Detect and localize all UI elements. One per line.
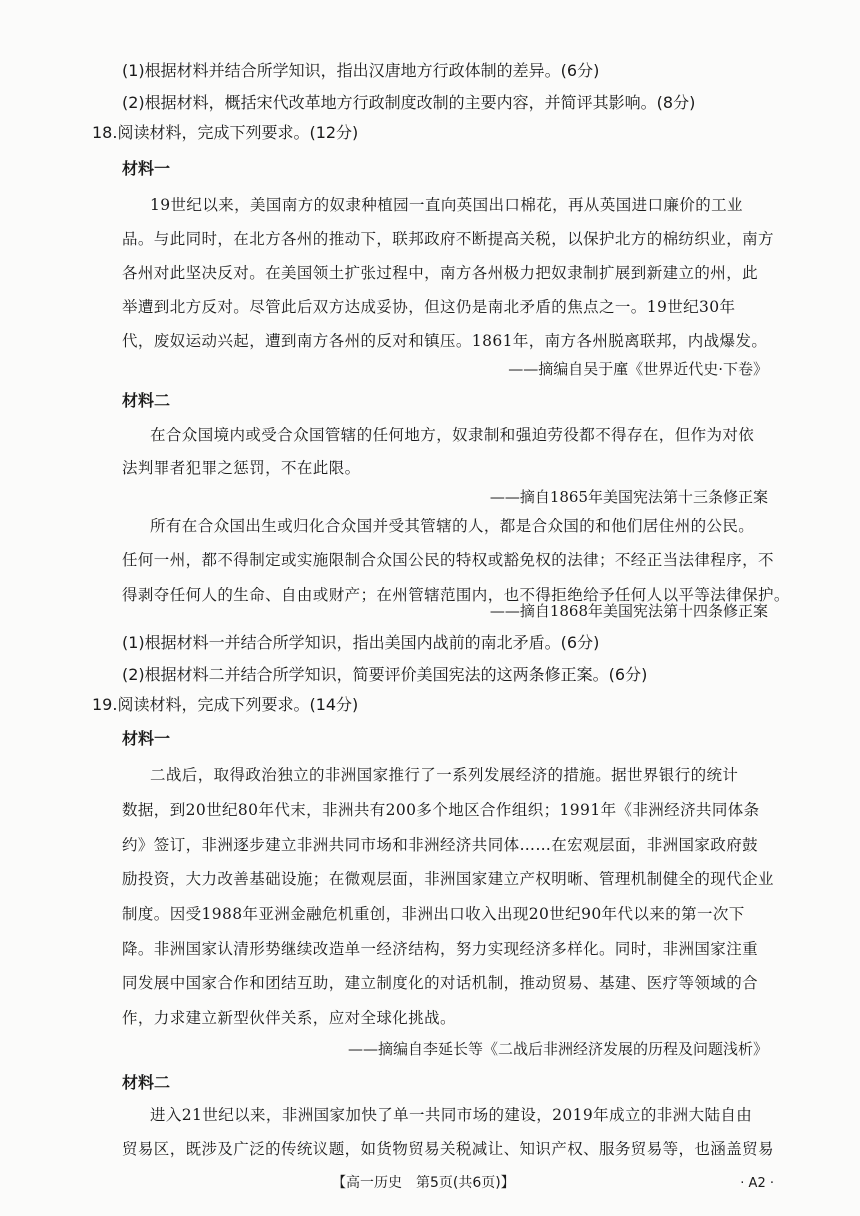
q18-sub1: (1)根据材料一并结合所学知识，指出美国内战前的南北矛盾。(6分) <box>122 633 600 652</box>
page-footer-center: 【高一历史 第5页(共6页)】 <box>332 1175 515 1191</box>
q17-sub1: (1)根据材料并结合所学知识，指出汉唐地方行政体制的差异。(6分) <box>122 61 600 80</box>
q18-m1-source: ——摘编自吴于廑《世界近代史·下卷》 <box>508 360 768 378</box>
q18-title: 18.阅读材料，完成下列要求。(12分) <box>92 123 359 142</box>
q19-m1-line: 降。非洲国家认清形势继续改造单一经济结构，努力实现经济多样化。同时，非洲国家注重 <box>122 940 759 958</box>
q18-m1-line: 19世纪以来，美国南方的奴隶种植园一直向英国出口棉花，再从英国进口廉价的工业 <box>150 196 743 214</box>
q19-material2-title: 材料二 <box>122 1073 171 1092</box>
q19-m2-line: 贸易区，既涉及广泛的传统议题，如货物贸易关税减让、知识产权、服务贸易等，也涵盖贸易 <box>122 1140 774 1158</box>
q18-m2b-line: 任何一州，都不得制定或实施限制合众国公民的特权或豁免权的法律；不经正当法律程序，不 <box>122 551 774 569</box>
q18-m2b-source: ——摘自1868年美国宪法第十四条修正案 <box>489 602 768 620</box>
q18-m1-line: 代，废奴运动兴起，遭到南方各州的反对和镇压。1861年，南方各州脱离联邦，内战爆发。 <box>122 332 768 350</box>
q18-material2-title: 材料二 <box>122 391 171 410</box>
page-footer-tag: · A2 · <box>740 1176 774 1191</box>
q17-sub2: (2)根据材料，概括宋代改革地方行政制度改制的主要内容，并简评其影响。(8分) <box>122 93 696 112</box>
q19-m1-line: 励投资，大力改善基础设施；在微观层面，非洲国家建立产权明晰、管理机制健全的现代企业 <box>122 870 774 888</box>
q18-m2a-line: 在合众国境内或受合众国管辖的任何地方，奴隶制和强迫劳役都不得存在，但作为对依 <box>150 426 755 444</box>
q19-m2-line: 进入21世纪以来，非洲国家加快了单一共同市场的建设，2019年成立的非洲大陆自由 <box>150 1106 753 1124</box>
q19-m1-source: ——摘编自李延长等《二战后非洲经济发展的历程及问题浅析》 <box>347 1040 768 1058</box>
q19-m1-line: 约》签订，非洲逐步建立非洲共同市场和非洲经济共同体……在宏观层面，非洲国家政府鼓 <box>122 836 759 854</box>
q18-m1-line: 举遭到北方反对。尽管此后双方达成妥协，但这仍是南北矛盾的焦点之一。19世纪30年 <box>122 298 736 316</box>
q19-m1-line: 制度。因受1988年亚洲金融危机重创，非洲出口收入出现20世纪90年代以来的第一次下 <box>122 905 745 923</box>
q19-m1-line: 同发展中国家合作和团结互助，建立制度化的对话机制，推动贸易、基建、医疗等领域的合 <box>122 974 759 992</box>
q19-m1-line: 作，力求建立新型伙伴关系，应对全球化挑战。 <box>122 1009 456 1027</box>
q18-m1-line: 各州对此坚决反对。在美国领土扩张过程中，南方各州极力把奴隶制扩展到新建立的州，此 <box>122 264 759 282</box>
q18-m2b-line: 得剥夺任何人的生命、自由或财产；在州管辖范围内，也不得拒绝给予任何人以平等法律保护。 <box>122 586 790 604</box>
q18-m2b-line: 所有在合众国出生或归化合众国并受其管辖的人，都是合众国的和他们居住州的公民。 <box>150 517 755 535</box>
q18-m1-line: 品。与此同时，在北方各州的推动下，联邦政府不断提高关税，以保护北方的棉纺织业，南方 <box>122 230 774 248</box>
q19-title: 19.阅读材料，完成下列要求。(14分) <box>92 695 359 714</box>
q19-material1-title: 材料一 <box>122 729 171 748</box>
q18-material1-title: 材料一 <box>122 159 171 178</box>
q19-m1-line: 数据，到20世纪80年代末，非洲共有200多个地区合作组织；1991年《非洲经济共同体条 <box>122 801 760 819</box>
q18-m2a-line: 法判罪者犯罪之惩罚，不在此限。 <box>122 459 361 477</box>
q18-m2a-source: ——摘自1865年美国宪法第十三条修正案 <box>489 488 768 506</box>
q18-sub2: (2)根据材料二并结合所学知识，简要评价美国宪法的这两条修正案。(6分) <box>122 665 648 684</box>
q19-m1-line: 二战后，取得政治独立的非洲国家推行了一系列发展经济的措施。据世界银行的统计 <box>150 766 739 784</box>
